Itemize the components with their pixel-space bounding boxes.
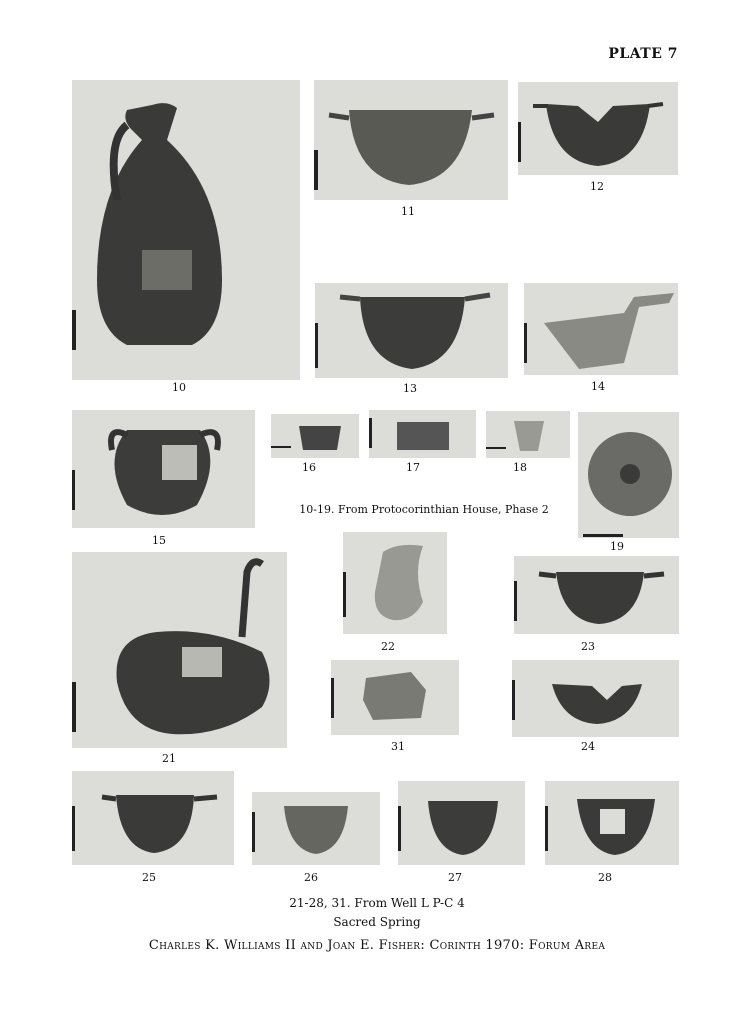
- figure-number-19: 19: [610, 540, 624, 553]
- photo-19: [578, 412, 679, 538]
- figure-number-26: 26: [304, 871, 318, 884]
- group1-caption: 10-19. From Protocorinthian House, Phase 2: [299, 503, 549, 516]
- photo-16: [271, 414, 359, 458]
- group2-subcaption: Sacred Spring: [333, 915, 421, 929]
- figure-number-14: 14: [591, 380, 605, 393]
- figure-number-12: 12: [590, 180, 604, 193]
- group2-caption: 21-28, 31. From Well L P-C 4: [289, 896, 465, 910]
- photo-14: [524, 283, 678, 375]
- photo-21: [72, 552, 287, 748]
- figure-number-24: 24: [581, 740, 595, 753]
- photo-18: [486, 411, 570, 458]
- photo-25: [72, 771, 234, 865]
- figure-number-10: 10: [172, 381, 186, 394]
- photo-27: [398, 781, 525, 865]
- plate-title: PLATE 7: [608, 46, 678, 62]
- figure-number-21: 21: [162, 752, 176, 765]
- photo-10: [72, 80, 300, 380]
- figure-number-22: 22: [381, 640, 395, 653]
- figure-number-11: 11: [401, 205, 415, 218]
- photo-15: [72, 410, 255, 528]
- photo-11: [314, 80, 508, 200]
- figure-number-13: 13: [403, 382, 417, 395]
- figure-number-28: 28: [598, 871, 612, 884]
- photo-17: [369, 410, 476, 458]
- photo-24: [512, 660, 679, 737]
- figure-number-31: 31: [391, 740, 405, 753]
- photo-23: [514, 556, 679, 634]
- figure-number-25: 25: [142, 871, 156, 884]
- figure-number-17: 17: [406, 461, 420, 474]
- figure-number-27: 27: [448, 871, 462, 884]
- figure-number-18: 18: [513, 461, 527, 474]
- plate-footer-title: Charles K. Williams II and Joan E. Fisher: Corinth 1970: Forum Area: [148, 938, 606, 953]
- figure-number-23: 23: [581, 640, 595, 653]
- photo-28: [545, 781, 679, 865]
- photo-26: [252, 792, 380, 865]
- photo-31: [331, 660, 459, 735]
- photo-22: [343, 532, 447, 634]
- photo-12: [518, 82, 678, 175]
- photo-13: [315, 283, 508, 378]
- figure-number-15: 15: [152, 534, 166, 547]
- figure-number-16: 16: [302, 461, 316, 474]
